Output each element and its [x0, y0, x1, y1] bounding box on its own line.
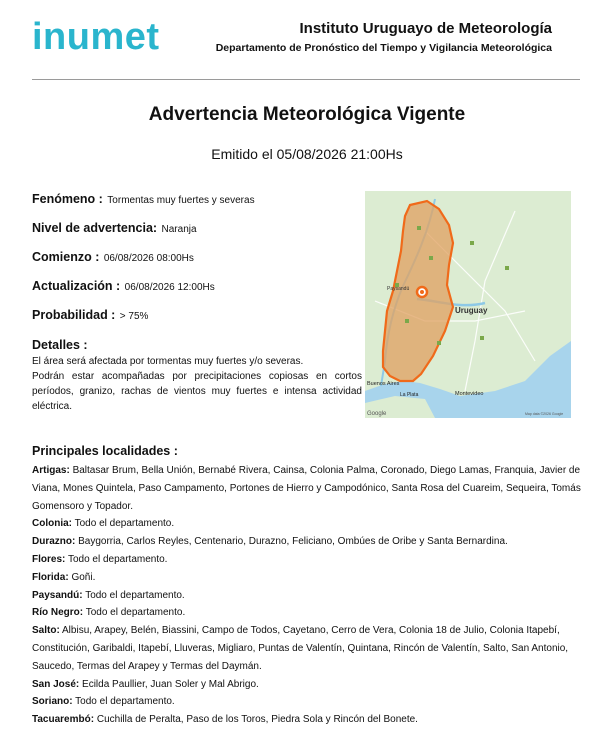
localidad-places: Todo el departamento.	[74, 518, 175, 530]
localidad-department: Río Negro:	[32, 607, 84, 619]
localidad-department: Colonia:	[32, 518, 72, 530]
warning-center-dot	[420, 290, 424, 294]
localidad-item	[32, 551, 582, 569]
localidad-places: Goñi.	[71, 571, 96, 583]
fenomeno-label: Fenómeno :	[32, 192, 103, 206]
localidad-item	[32, 622, 582, 675]
actualizacion-label: Actualización :	[32, 279, 121, 293]
localidad-department: Salto:	[32, 625, 60, 637]
page-title: Advertencia Meteorológica Vigente	[148, 104, 466, 125]
comienzo-value: 06/08/2026 08:00Hs	[103, 253, 194, 264]
localidad-department: Paysandú:	[32, 589, 83, 601]
localidad-item	[32, 676, 582, 694]
map-label-la-plata: La Plata	[400, 392, 419, 398]
localidad-item	[32, 587, 582, 605]
localidad-department: Durazno:	[32, 536, 76, 548]
map-credit: Map data ©2026 Google	[525, 412, 564, 416]
field-actualizacion	[32, 277, 352, 306]
localidad-item	[32, 604, 582, 622]
localidad-department: Artigas:	[32, 465, 70, 476]
localidad-item	[32, 515, 582, 533]
org-department: Departamento de Pronóstico del Tiempo y Vigilancia Meteorológica	[215, 42, 552, 54]
field-probabilidad	[32, 306, 352, 335]
localidad-places: Todo el departamento.	[85, 607, 186, 619]
map-google-logo: Google	[367, 411, 387, 417]
localidad-places: Albisu, Arapey, Belén, Biassini, Campo de Todos, Cayetano, Cerro de Vera, Colonia 18 de Julio, Colonia Itapebí, Constitución, Garibaldi, Itapebí, Lluveras, Migliaro, Puntas de Valentín, Quintana, Rincón de Valentín, Salto, San Antonio, Saucedo, Termas del Arapey y Termas del Daymán.	[32, 625, 569, 672]
header-divider	[32, 79, 580, 80]
field-nivel	[32, 219, 352, 248]
details-text	[32, 354, 362, 414]
localidad-places: Ecilda Paullier, Juan Soler y Mal Abrigo.	[82, 678, 259, 690]
inumet-logo: inumet	[32, 16, 160, 58]
probabilidad-label: Probabilidad :	[32, 308, 116, 322]
map-label-montevideo: Montevideo	[455, 391, 484, 397]
map-label-paysandu: Paysandú	[387, 286, 410, 292]
emitted-date: Emitido el 05/08/2026 21:00Hs	[211, 146, 403, 162]
localidad-item	[32, 693, 582, 711]
map-label-uruguay: Uruguay	[455, 306, 488, 315]
field-comienzo	[32, 248, 352, 277]
org-name: Instituto Uruguayo de Meteorología	[299, 20, 552, 37]
localidad-places: Todo el departamento.	[67, 553, 168, 565]
details-line-1: El área será afectada por tormentas muy fuertes y/o severas.	[32, 356, 304, 367]
warning-fields	[32, 190, 352, 335]
nivel-value: Naranja	[161, 224, 197, 235]
localidad-item	[32, 569, 582, 587]
map-label-buenos-aires: Buenos Aires	[367, 381, 400, 387]
localidades-heading: Principales localidades :	[32, 444, 178, 458]
localidad-department: San José:	[32, 678, 80, 690]
fenomeno-value: Tormentas muy fuertes y severas	[107, 195, 255, 206]
comienzo-label: Comienzo :	[32, 250, 100, 264]
localidad-places: Cuchilla de Peralta, Paso de los Toros, Piedra Sola y Rincón del Bonete.	[96, 714, 418, 726]
localidad-places: Baygorria, Carlos Reyles, Centenario, Durazno, Feliciano, Ombúes de Oribe y Santa Bernardina.	[78, 536, 508, 548]
org-header	[216, 20, 552, 54]
localidad-places: Todo el departamento.	[75, 696, 175, 708]
localidad-places: Todo el departamento.	[85, 589, 185, 601]
details-line-2: Podrán estar acompañadas por precipitaciones copiosas en cortos períodos, granizo, rachas de vientos muy fuertes e intensa actividad eléctrica.	[32, 371, 362, 412]
localidad-item	[32, 533, 582, 551]
localidad-department: Florida:	[32, 571, 69, 583]
localidades-list	[32, 462, 582, 729]
localidad-item	[32, 711, 582, 729]
warning-map[interactable]	[365, 191, 571, 418]
actualizacion-value: 06/08/2026 12:00Hs	[124, 282, 215, 293]
nivel-label: Nivel de advertencia:	[32, 221, 158, 235]
localidad-places: Baltasar Brum, Bella Unión, Bernabé Rivera, Cainsa, Colonia Palma, Coronado, Diego Lamas, Franquia, Javier de Viana, Mones Quintela, Paso Campamento, Portones de Hierro y Campodónico, Santa Rosa del Cuareim, Sequeira, Tomás Gomensoro y Topador.	[32, 465, 581, 512]
localidad-department: Soriano:	[32, 696, 73, 708]
localidad-department: Tacuarembó:	[32, 714, 95, 726]
localidad-department: Flores:	[32, 553, 66, 565]
details-heading: Detalles :	[32, 338, 88, 352]
probabilidad-value: > 75%	[119, 311, 149, 322]
localidad-item	[32, 462, 582, 515]
field-fenomeno	[32, 190, 352, 219]
